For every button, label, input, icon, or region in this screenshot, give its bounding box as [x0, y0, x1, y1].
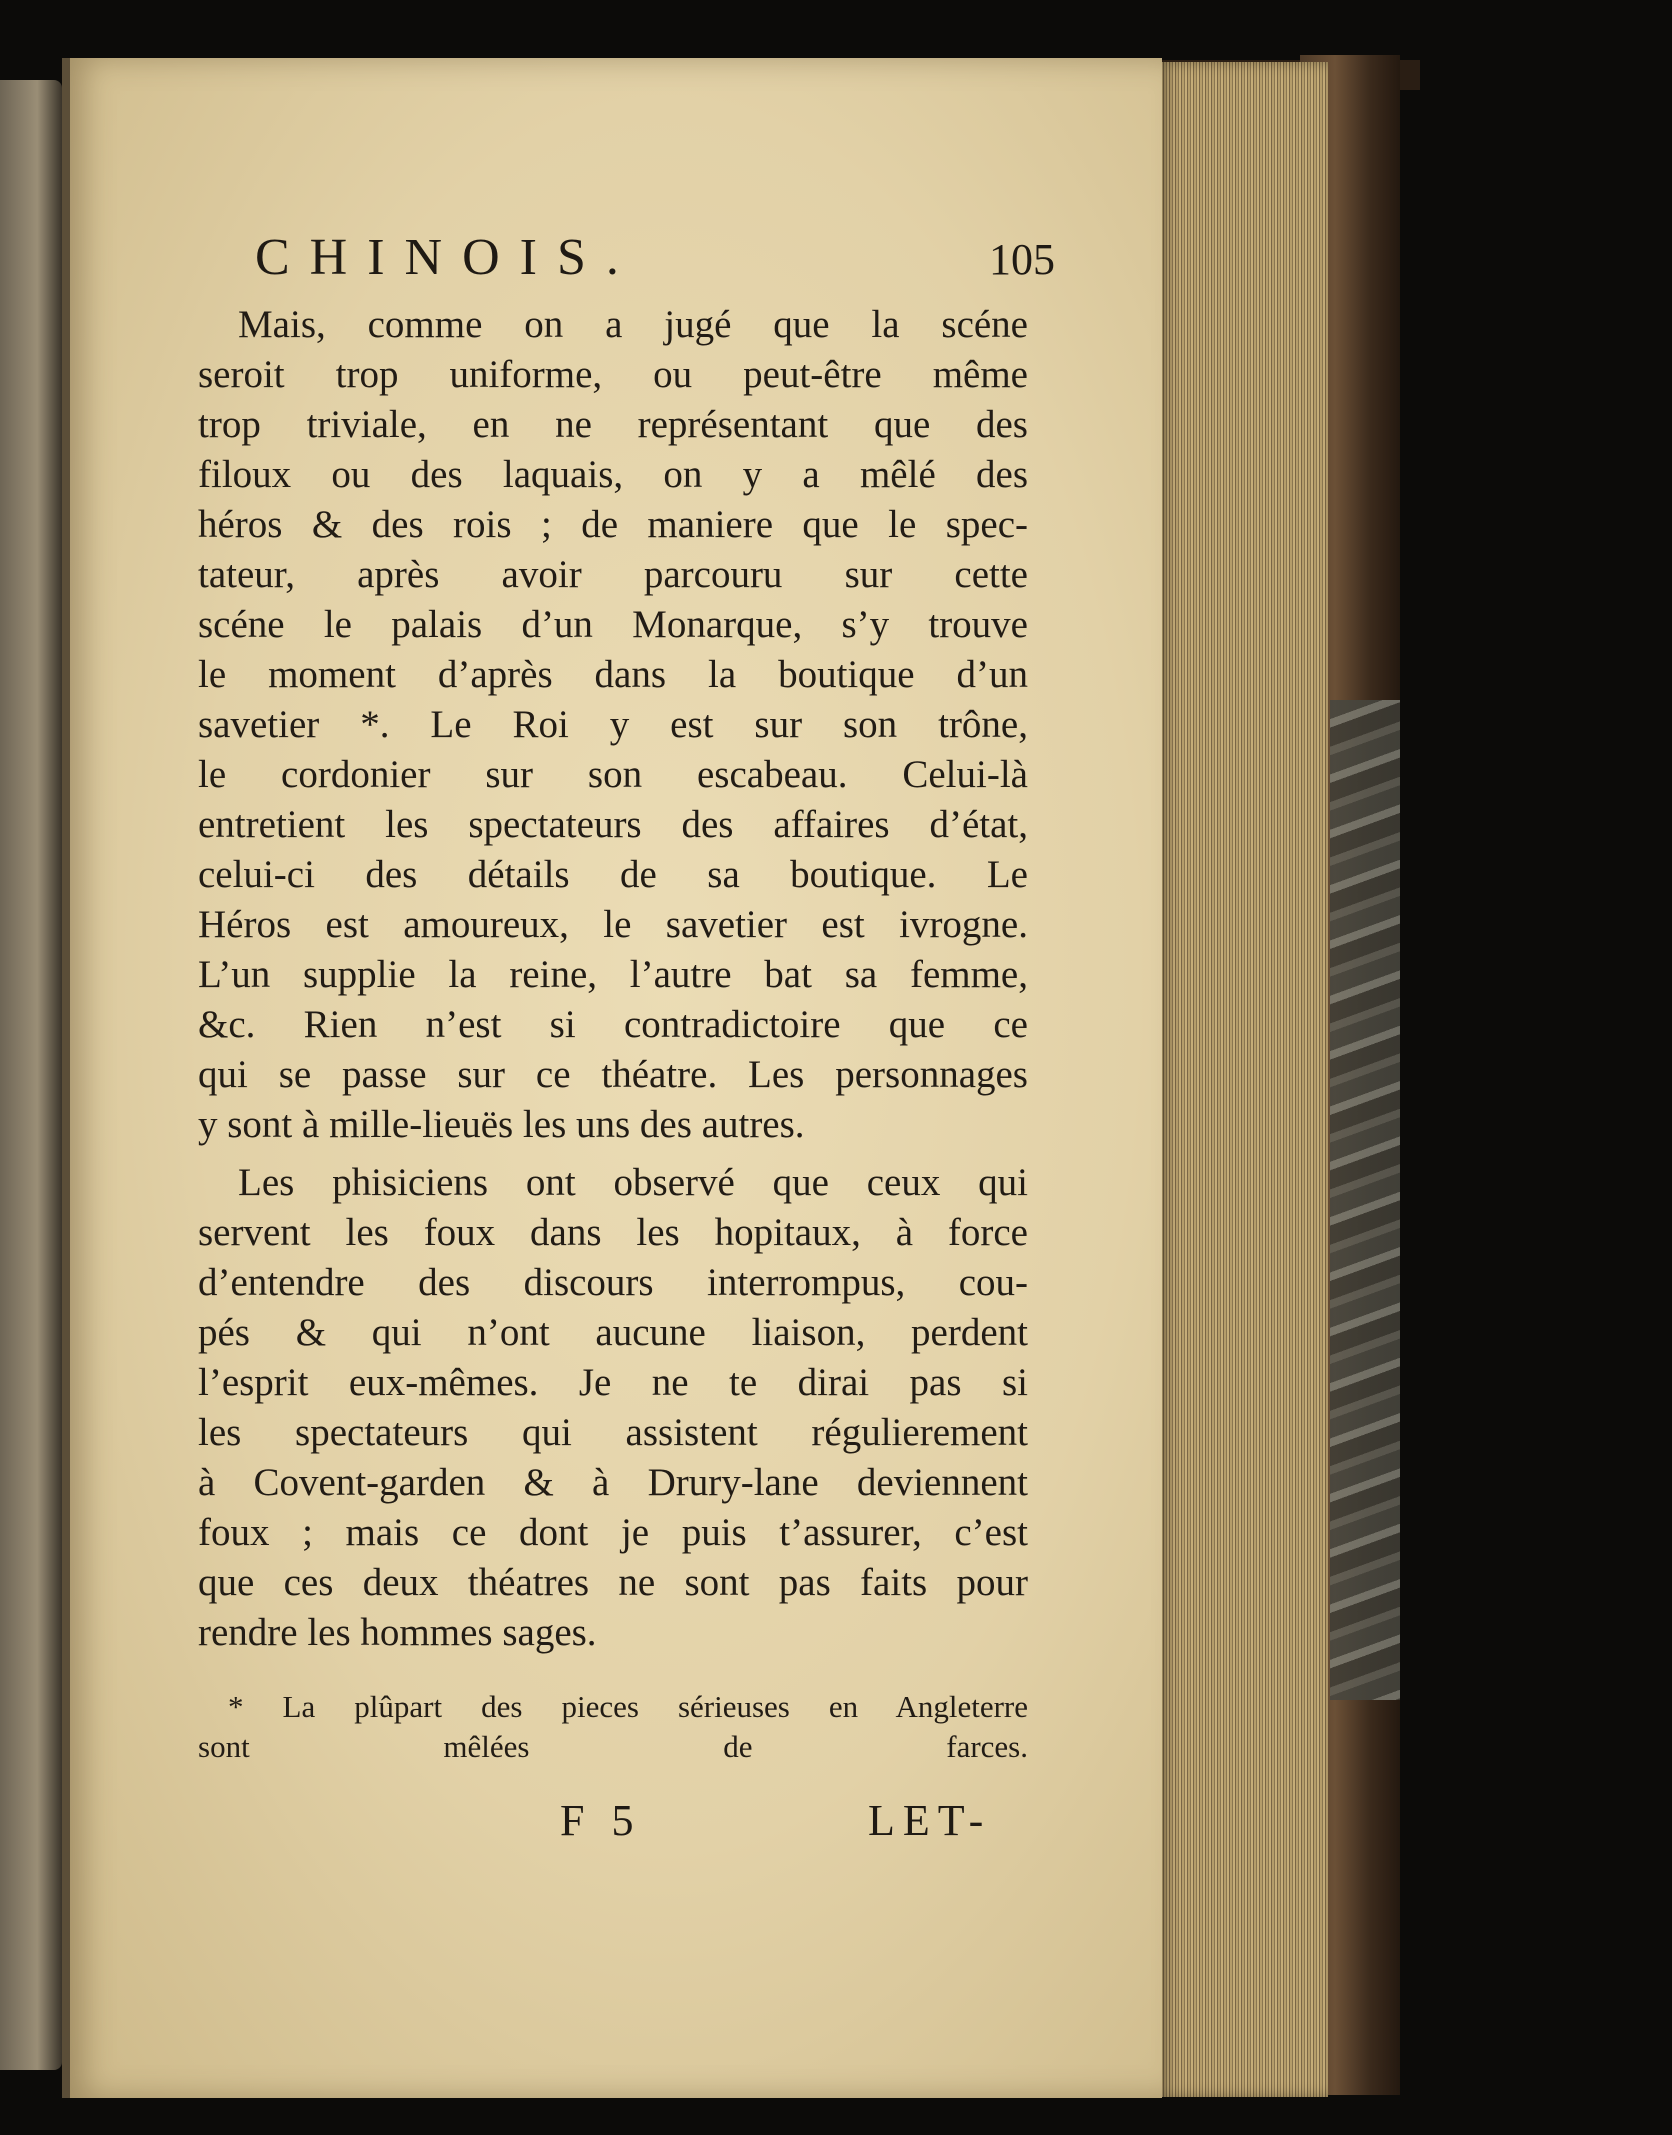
text-line: l’esprit eux-mêmes. Je ne te dirai pas si — [198, 1361, 1028, 1404]
text-line: filoux ou des laquais, on y a mêlé des — [198, 453, 1028, 496]
footnote-line: sont mêlées de farces. — [198, 1729, 1028, 1764]
text-line: tateur, après avoir parcouru sur cette — [198, 553, 1028, 596]
text-line: que ces deux théatres ne sont pas faits pour — [198, 1561, 1028, 1604]
text-line: seroit trop uniforme, ou peut-être même — [198, 353, 1028, 396]
page-header — [175, 228, 1055, 288]
text-line: pés & qui n’ont aucune liaison, perdent — [198, 1311, 1028, 1354]
footnote-line: * La plûpart des pieces sérieuses en Angleterre — [228, 1689, 1028, 1724]
running-head: CHINOIS. — [255, 229, 639, 286]
text-line: trop triviale, en ne représentant que des — [198, 403, 1028, 446]
text-line: le cordonier sur son escabeau. Celui-là — [198, 753, 1028, 796]
text-line: savetier *. Le Roi y est sur son trône, — [198, 703, 1028, 746]
text-line: le moment d’après dans la boutique d’un — [198, 653, 1028, 696]
text-line: celui-ci des détails de sa boutique. Le — [198, 853, 1028, 896]
text-line: foux ; mais ce dont je puis t’assurer, c’est — [198, 1511, 1028, 1554]
page-number: 105 — [989, 235, 1055, 284]
text-line: à Covent-garden & à Drury-lane deviennent — [198, 1461, 1028, 1504]
text-line: Les phisiciens ont observé que ceux qui — [238, 1161, 1028, 1204]
text-line: qui se passe sur ce théatre. Les personnages — [198, 1053, 1028, 1096]
catchword: LET- — [868, 1796, 992, 1845]
text-line: les spectateurs qui assistent régulierement — [198, 1411, 1028, 1454]
signature-mark: F 5 — [560, 1796, 642, 1845]
facing-page-edge — [0, 80, 62, 2070]
text-line: &c. Rien n’est si contradictoire que ce — [198, 1003, 1028, 1046]
text-line: scéne le palais d’un Monarque, s’y trouve — [198, 603, 1028, 646]
text-line: servent les foux dans les hopitaux, à force — [198, 1211, 1028, 1254]
marbled-cover — [1330, 700, 1400, 1700]
text-line: Héros est amoureux, le savetier est ivrogne. — [198, 903, 1028, 946]
gutter — [62, 58, 70, 2098]
text-line: L’un supplie la reine, l’autre bat sa femme, — [198, 953, 1028, 996]
fore-edge — [1158, 62, 1328, 2097]
text-line: Mais, comme on a jugé que la scéne — [238, 303, 1028, 346]
text-line: héros & des rois ; de maniere que le spec- — [198, 503, 1028, 546]
text-line: d’entendre des discours interrompus, cou- — [198, 1261, 1028, 1304]
text-line: rendre les hommes sages. — [198, 1611, 597, 1654]
text-line: y sont à mille-lieuës les uns des autres. — [198, 1103, 805, 1146]
text-line: entretient les spectateurs des affaires d’état, — [198, 803, 1028, 846]
